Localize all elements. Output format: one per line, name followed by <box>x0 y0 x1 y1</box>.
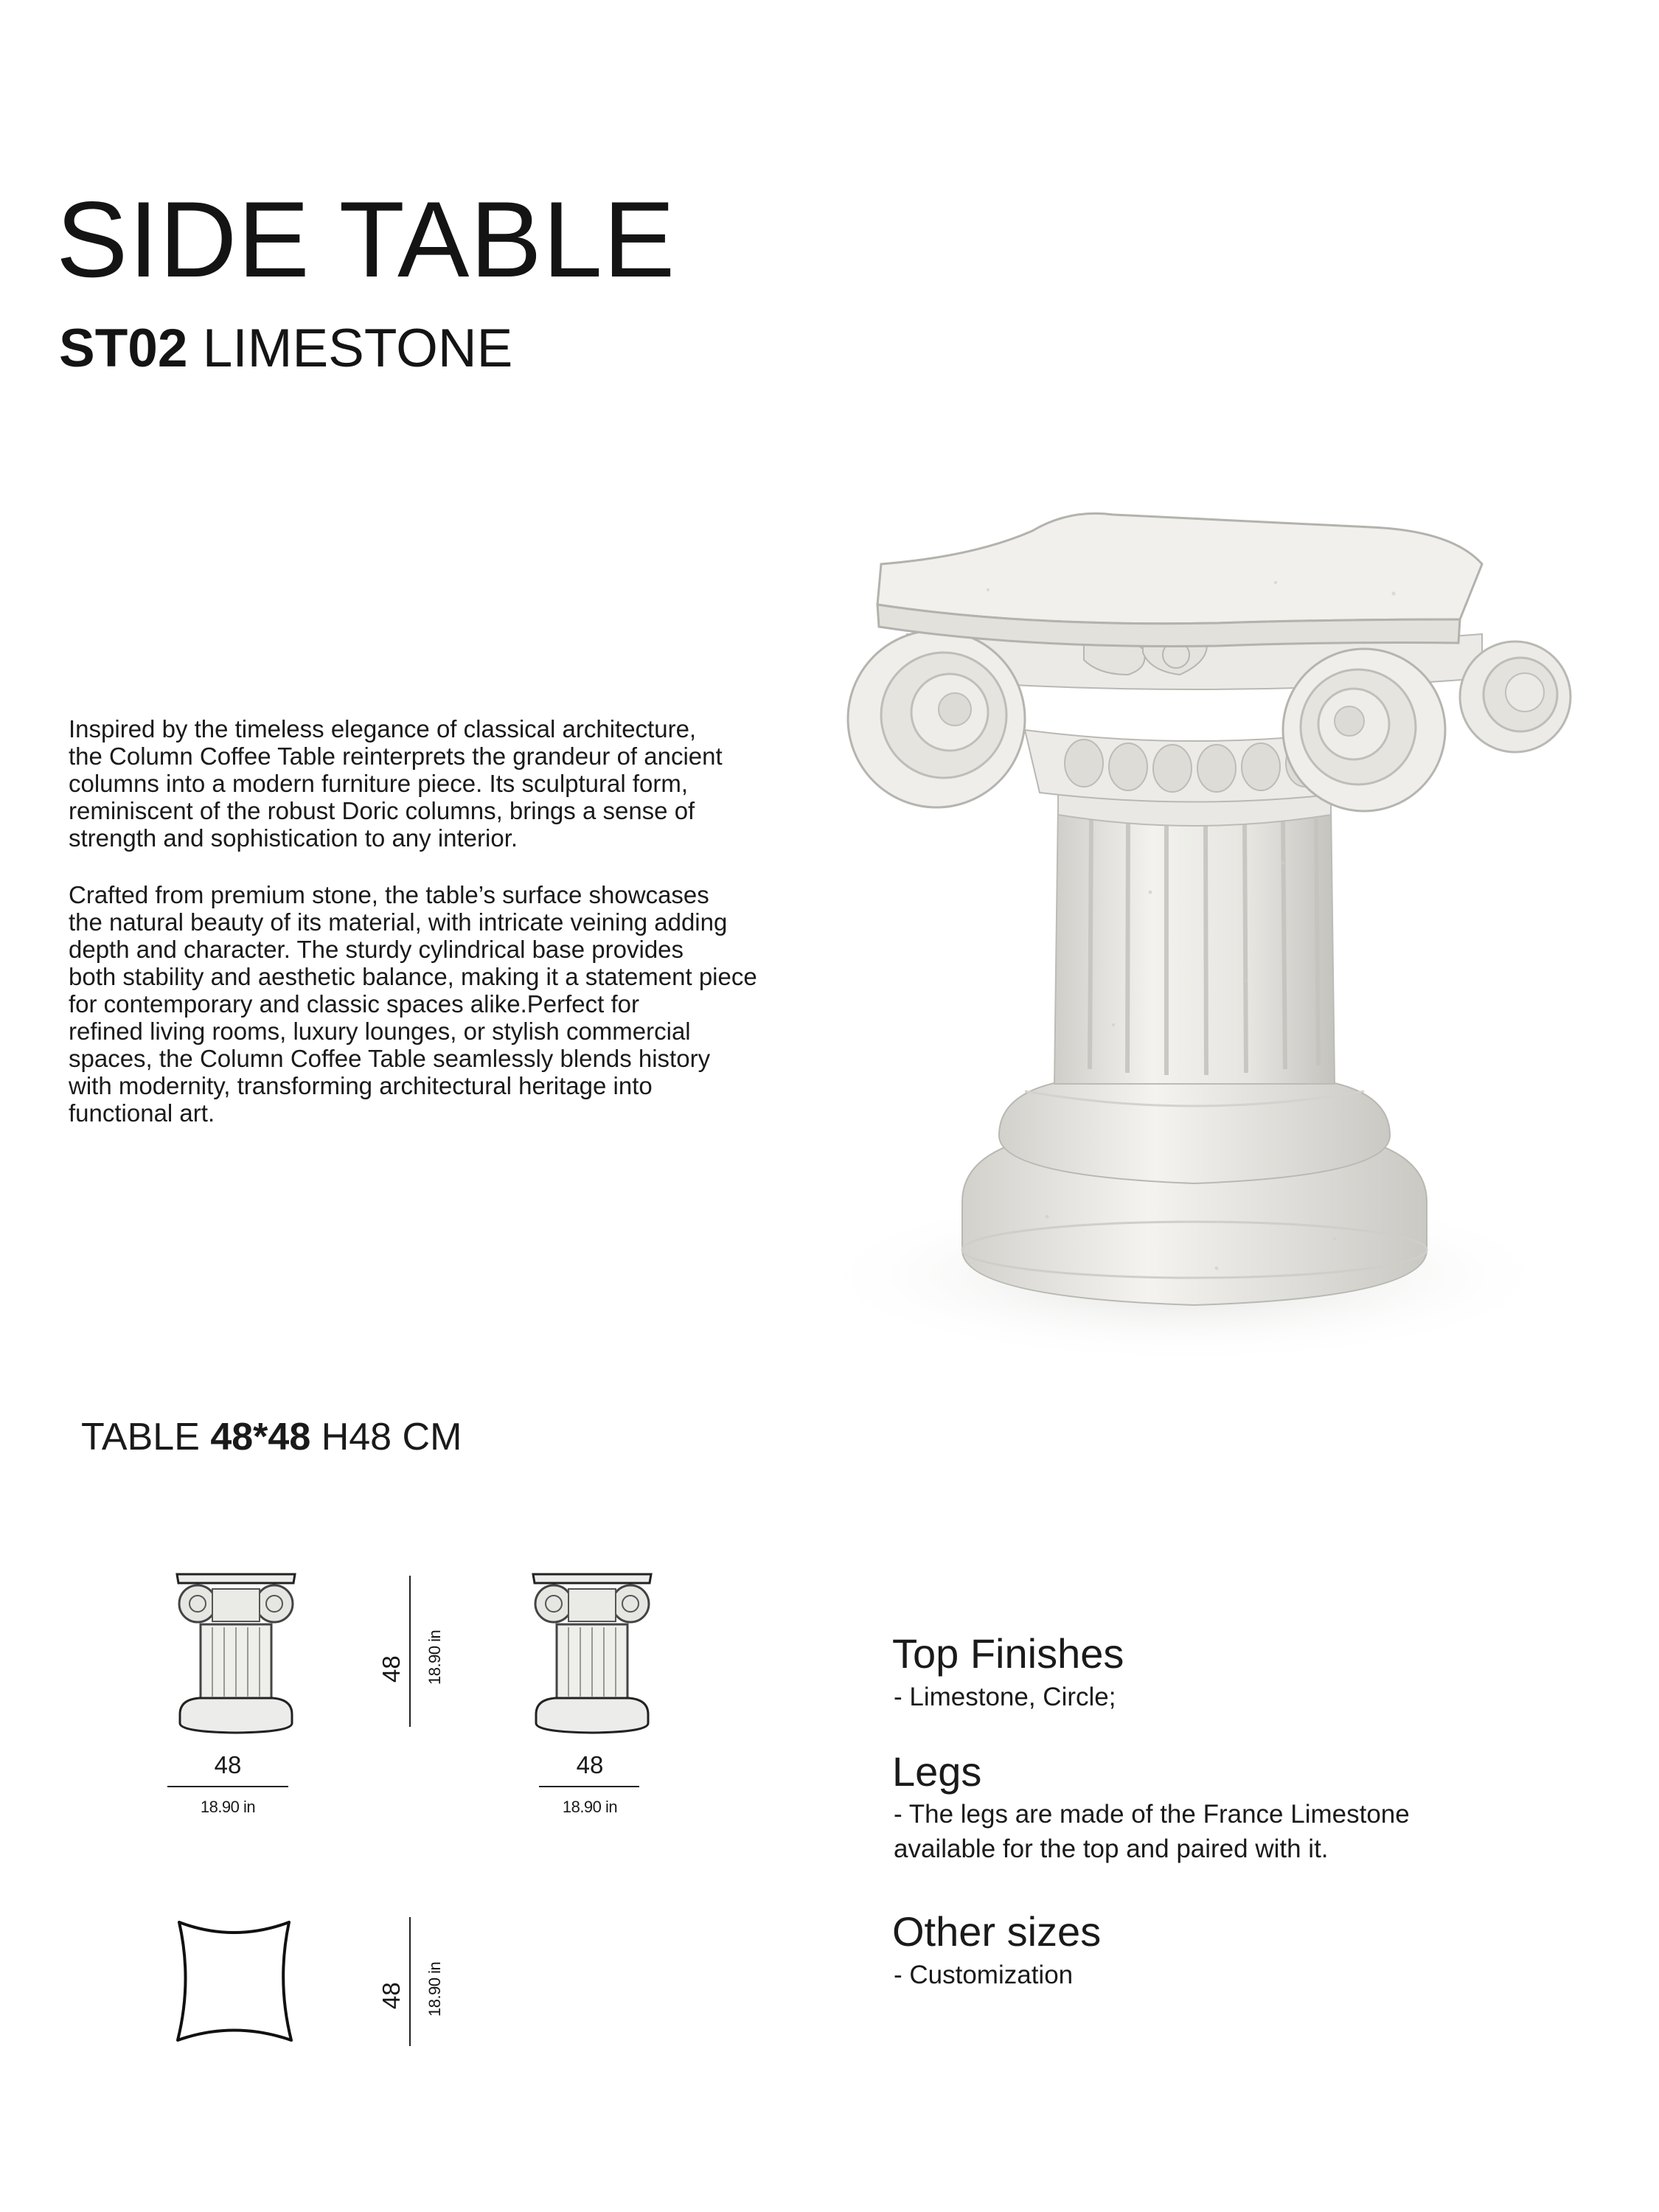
volute-left <box>848 630 1025 807</box>
description-line: with modernity, transforming architectural heritage into <box>69 1072 653 1099</box>
description-line: for contemporary and classic spaces alike.Perfect for <box>69 990 640 1018</box>
dimensions-prefix: TABLE <box>81 1416 200 1458</box>
other-sizes-text: - Customization <box>894 1961 1074 1989</box>
side-width-dimension-line <box>539 1786 639 1787</box>
front-view-drawing <box>170 1567 302 1736</box>
front-width-cm: 48 <box>214 1751 242 1778</box>
front-height-dimension-line <box>409 1576 411 1727</box>
front-width-dimension-line <box>167 1786 288 1787</box>
side-width-cm: 48 <box>576 1751 604 1778</box>
description-line: Crafted from premium stone, the table’s surface showcases <box>69 881 709 908</box>
top-depth-in: 18.90 in <box>425 1961 444 2017</box>
description-paragraph-1 <box>69 715 865 852</box>
description-line: reminiscent of the robust Doric columns, brings a sense of <box>69 797 695 824</box>
side-view-drawing <box>526 1567 658 1736</box>
description-line: functional art. <box>69 1099 215 1127</box>
dimensions-height: H48 CM <box>321 1416 462 1458</box>
product-subtitle <box>59 319 513 378</box>
description-line: depth and character. The sturdy cylindrical base provides <box>69 936 684 963</box>
legs-text-line-1: - The legs are made of the France Limestone <box>894 1800 1410 1829</box>
legs-heading: Legs <box>892 1748 982 1795</box>
description-line: refined living rooms, luxury lounges, or stylish commercial <box>69 1018 691 1045</box>
top-finishes-heading: Top Finishes <box>892 1630 1124 1677</box>
description-line: Inspired by the timeless elegance of classical architecture, <box>69 715 697 742</box>
front-width-in: 18.90 in <box>200 1798 256 1816</box>
dimensions-size: 48*48 <box>210 1416 311 1458</box>
front-height-in: 18.90 in <box>425 1630 444 1685</box>
description-line: columns into a modern furniture piece. Its sculptural form, <box>69 770 689 797</box>
page-title: SIDE TABLE <box>56 179 676 299</box>
top-finishes-text: - Limestone, Circle; <box>894 1683 1116 1711</box>
description-line: the natural beauty of its material, with intricate veining adding <box>69 908 728 936</box>
legs-text-line-2: available for the top and paired with it. <box>894 1834 1329 1863</box>
description-line: strength and sophistication to any interior. <box>69 824 518 852</box>
description-line: the Column Coffee Table reinterprets the grandeur of ancient <box>69 742 723 770</box>
description-line: spaces, the Column Coffee Table seamlessly blends history <box>69 1045 711 1072</box>
description-paragraph-2 <box>69 881 865 1127</box>
top-depth-dimension-line <box>409 1917 411 2046</box>
dimensions-heading <box>81 1418 462 1456</box>
description-line: both stability and aesthetic balance, making it a statement piece <box>69 963 757 990</box>
volute-right <box>1283 649 1445 811</box>
other-sizes-heading: Other sizes <box>892 1908 1102 1955</box>
top-depth-cm: 48 <box>378 1982 405 2009</box>
product-hero-image <box>804 509 1578 1386</box>
front-height-cm: 48 <box>378 1655 405 1683</box>
side-width-in: 18.90 in <box>562 1798 618 1816</box>
product-code: ST02 <box>59 319 188 378</box>
product-material: LIMESTONE <box>202 319 513 378</box>
top-view-drawing <box>166 1913 302 2050</box>
